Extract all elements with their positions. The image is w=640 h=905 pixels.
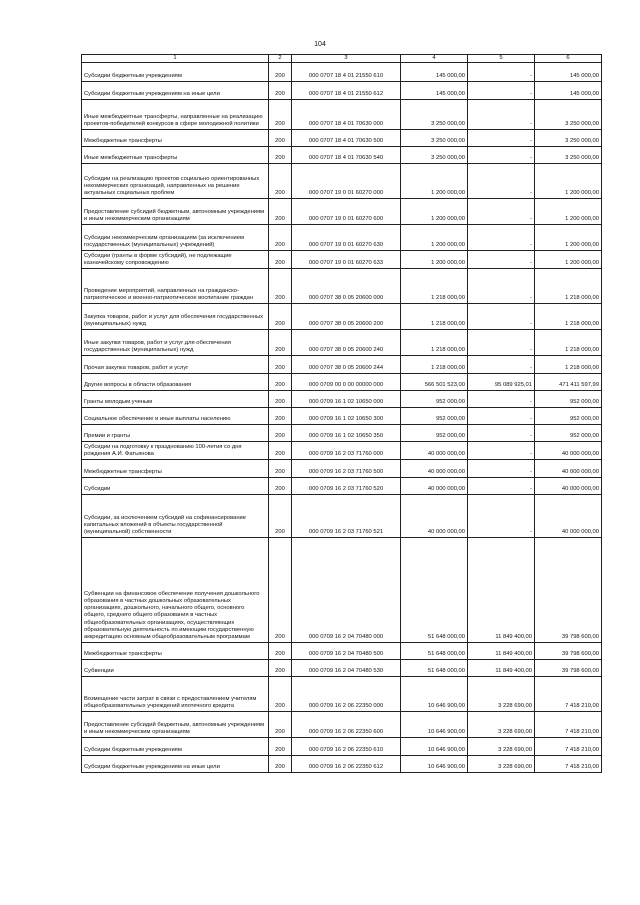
row-approved-amount: 1 218 000,00 — [401, 356, 468, 374]
row-name: Возмещение части затрат в связи с предоставлением учителям общеобразовательных учреждений ипотечного кредита — [82, 677, 269, 712]
row-classification-code: 000 0709 16 2 06 22350 610 — [292, 738, 401, 756]
table-row — [82, 374, 602, 391]
row-code: 200 — [269, 538, 292, 643]
row-remaining-amount: 3 250 000,00 — [535, 100, 602, 130]
row-executed-amount: - — [468, 478, 535, 495]
row-classification-code: 000 0707 18 4 01 21550 610 — [292, 63, 401, 82]
row-code: 200 — [269, 442, 292, 460]
row-remaining-amount: 7 418 210,00 — [535, 712, 602, 738]
row-remaining-amount: 7 418 210,00 — [535, 738, 602, 756]
row-name: Премии и гранты — [82, 425, 269, 442]
row-remaining-amount: 3 250 000,00 — [535, 130, 602, 147]
row-name: Субвенции на финансовое обеспечение получения дошкольного образования в частных дошкольных образовательных организациях, дошкольного, начального общего, основного общего, среднего общего образования в частных общеобразовательных организациях, осуществляющих образовательную деятельность по имеющим государственную аккредитацию основным общеобразовательным программам — [82, 538, 269, 643]
table-row — [82, 756, 602, 773]
row-executed-amount: - — [468, 391, 535, 408]
row-remaining-amount: 1 218 000,00 — [535, 269, 602, 304]
row-code: 200 — [269, 304, 292, 330]
row-approved-amount: 51 648 000,00 — [401, 538, 468, 643]
row-approved-amount: 3 250 000,00 — [401, 100, 468, 130]
row-code: 200 — [269, 643, 292, 660]
row-executed-amount: 11 849 400,00 — [468, 538, 535, 643]
row-code: 200 — [269, 478, 292, 495]
table-row — [82, 199, 602, 225]
row-remaining-amount: 40 000 000,00 — [535, 460, 602, 478]
row-approved-amount: 10 646 900,00 — [401, 738, 468, 756]
row-code: 200 — [269, 356, 292, 374]
table-row — [82, 643, 602, 660]
row-executed-amount: 3 228 690,00 — [468, 677, 535, 712]
row-approved-amount: 1 200 000,00 — [401, 251, 468, 269]
row-name: Гранты молодым ученым — [82, 391, 269, 408]
row-classification-code: 000 0709 16 2 03 71760 520 — [292, 478, 401, 495]
row-executed-amount: 3 228 690,00 — [468, 738, 535, 756]
row-approved-amount: 40 000 000,00 — [401, 495, 468, 538]
row-executed-amount: - — [468, 63, 535, 82]
row-code: 200 — [269, 408, 292, 425]
row-executed-amount: - — [468, 269, 535, 304]
row-classification-code: 000 0707 19 0 01 60270 000 — [292, 164, 401, 199]
row-executed-amount: - — [468, 442, 535, 460]
row-name: Предоставление субсидий бюджетным, автономным учреждениям и иным некоммерческим организациям — [82, 199, 269, 225]
row-classification-code: 000 0707 19 0 01 60270 600 — [292, 199, 401, 225]
table-row — [82, 408, 602, 425]
column-header: 5 — [468, 55, 535, 63]
row-classification-code: 000 0707 38 0 05 20600 000 — [292, 269, 401, 304]
row-approved-amount: 40 000 000,00 — [401, 460, 468, 478]
table-row — [82, 495, 602, 538]
row-classification-code: 000 0709 00 0 00 00000 000 — [292, 374, 401, 391]
page-number: 104 — [314, 41, 326, 48]
table-row — [82, 130, 602, 147]
row-executed-amount: - — [468, 251, 535, 269]
row-code: 200 — [269, 82, 292, 100]
row-code: 200 — [269, 251, 292, 269]
row-approved-amount: 10 646 900,00 — [401, 712, 468, 738]
row-approved-amount: 952 000,00 — [401, 425, 468, 442]
row-name: Субвенции — [82, 660, 269, 677]
row-name: Субсидии бюджетным учреждениям на иные цели — [82, 756, 269, 773]
row-classification-code: 000 0709 16 2 06 22350 000 — [292, 677, 401, 712]
row-name: Межбюджетные трансферты — [82, 130, 269, 147]
row-remaining-amount: 39 798 600,00 — [535, 643, 602, 660]
row-code: 200 — [269, 199, 292, 225]
row-classification-code: 000 0707 18 4 01 70630 540 — [292, 147, 401, 164]
row-classification-code: 000 0709 16 2 06 22350 612 — [292, 756, 401, 773]
table-header-row — [82, 55, 602, 63]
row-remaining-amount: 145 000,00 — [535, 82, 602, 100]
row-code: 200 — [269, 391, 292, 408]
row-remaining-amount: 1 218 000,00 — [535, 304, 602, 330]
row-name: Субсидии на подготовку к празднованию 100-летия со дня рождения А.И. Фатьянова — [82, 442, 269, 460]
row-classification-code: 000 0707 38 0 05 20600 240 — [292, 330, 401, 356]
table-row — [82, 330, 602, 356]
row-remaining-amount: 3 250 000,00 — [535, 147, 602, 164]
row-approved-amount: 566 501 523,00 — [401, 374, 468, 391]
row-name: Субсидии бюджетным учреждениям — [82, 738, 269, 756]
row-executed-amount: - — [468, 356, 535, 374]
table-row — [82, 712, 602, 738]
row-approved-amount: 1 200 000,00 — [401, 199, 468, 225]
row-classification-code: 000 0709 16 1 02 10650 000 — [292, 391, 401, 408]
row-code: 200 — [269, 225, 292, 251]
row-executed-amount: 11 849 400,00 — [468, 643, 535, 660]
row-code: 200 — [269, 330, 292, 356]
row-name: Иные закупки товаров, работ и услуг для обеспечения государственных (муниципальных) нужд — [82, 330, 269, 356]
row-code: 200 — [269, 677, 292, 712]
row-code: 200 — [269, 756, 292, 773]
table-row — [82, 677, 602, 712]
row-executed-amount: - — [468, 330, 535, 356]
row-remaining-amount: 7 418 210,00 — [535, 677, 602, 712]
table-row — [82, 164, 602, 199]
row-name: Межбюджетные трансферты — [82, 643, 269, 660]
row-executed-amount: - — [468, 304, 535, 330]
row-classification-code: 000 0709 16 2 04 70480 000 — [292, 538, 401, 643]
row-name: Межбюджетные трансферты — [82, 460, 269, 478]
row-remaining-amount: 145 000,00 — [535, 63, 602, 82]
row-approved-amount: 10 646 900,00 — [401, 677, 468, 712]
row-classification-code: 000 0709 16 1 02 10650 300 — [292, 408, 401, 425]
table-row — [82, 425, 602, 442]
row-approved-amount: 10 646 900,00 — [401, 756, 468, 773]
row-name: Субсидии (гранты в форме субсидий), не подлежащие казначейскому сопровождению — [82, 251, 269, 269]
table-row — [82, 304, 602, 330]
row-code: 200 — [269, 425, 292, 442]
column-header: 2 — [269, 55, 292, 63]
row-executed-amount: 95 089 925,01 — [468, 374, 535, 391]
row-executed-amount: - — [468, 199, 535, 225]
table-row — [82, 538, 602, 643]
row-remaining-amount: 1 200 000,00 — [535, 199, 602, 225]
row-code: 200 — [269, 660, 292, 677]
row-executed-amount: 3 228 690,00 — [468, 712, 535, 738]
table-row — [82, 100, 602, 130]
row-name: Прочая закупка товаров, работ и услуг — [82, 356, 269, 374]
row-classification-code: 000 0709 16 2 06 22350 600 — [292, 712, 401, 738]
row-executed-amount: 3 228 690,00 — [468, 756, 535, 773]
row-approved-amount: 952 000,00 — [401, 408, 468, 425]
row-remaining-amount: 952 000,00 — [535, 425, 602, 442]
row-code: 200 — [269, 147, 292, 164]
row-executed-amount: - — [468, 425, 535, 442]
row-name: Социальное обеспечение и иные выплаты населению — [82, 408, 269, 425]
table-row — [82, 225, 602, 251]
row-code: 200 — [269, 495, 292, 538]
row-remaining-amount: 952 000,00 — [535, 408, 602, 425]
row-code: 200 — [269, 712, 292, 738]
table-row — [82, 460, 602, 478]
row-classification-code: 000 0707 38 0 05 20600 200 — [292, 304, 401, 330]
row-classification-code: 000 0709 16 2 03 71760 521 — [292, 495, 401, 538]
row-classification-code: 000 0709 16 1 02 10650 350 — [292, 425, 401, 442]
row-approved-amount: 3 250 000,00 — [401, 130, 468, 147]
row-remaining-amount: 1 218 000,00 — [535, 356, 602, 374]
table-row — [82, 63, 602, 82]
table-row — [82, 660, 602, 677]
row-name: Иные межбюджетные трансферты, направленные на реализацию проектов-победителей конкурсов в сфере молодежной политики — [82, 100, 269, 130]
row-approved-amount: 1 200 000,00 — [401, 164, 468, 199]
row-remaining-amount: 40 000 000,00 — [535, 478, 602, 495]
row-code: 200 — [269, 130, 292, 147]
table-row — [82, 356, 602, 374]
row-approved-amount: 51 648 000,00 — [401, 643, 468, 660]
row-executed-amount: - — [468, 225, 535, 251]
row-name: Субсидии, за исключением субсидий на софинансирование капитальных вложений в объекты государственной (муниципальной) собственности — [82, 495, 269, 538]
table-row — [82, 147, 602, 164]
row-remaining-amount: 1 200 000,00 — [535, 251, 602, 269]
table-row — [82, 738, 602, 756]
row-classification-code: 000 0709 16 2 04 70480 530 — [292, 660, 401, 677]
row-executed-amount: - — [468, 495, 535, 538]
budget-table — [81, 54, 602, 773]
row-remaining-amount: 952 000,00 — [535, 391, 602, 408]
row-approved-amount: 40 000 000,00 — [401, 478, 468, 495]
row-approved-amount: 1 218 000,00 — [401, 269, 468, 304]
row-classification-code: 000 0707 19 0 01 60270 633 — [292, 251, 401, 269]
row-executed-amount: 11 849 400,00 — [468, 660, 535, 677]
column-header: 6 — [535, 55, 602, 63]
row-name: Субсидии — [82, 478, 269, 495]
row-remaining-amount: 471 411 597,99 — [535, 374, 602, 391]
row-name: Предоставление субсидий бюджетным, автономным учреждениям и иным некоммерческим организациям — [82, 712, 269, 738]
table-row — [82, 391, 602, 408]
row-approved-amount: 1 218 000,00 — [401, 304, 468, 330]
row-executed-amount: - — [468, 130, 535, 147]
row-remaining-amount: 1 200 000,00 — [535, 164, 602, 199]
row-classification-code: 000 0707 18 4 01 21550 612 — [292, 82, 401, 100]
column-header: 3 — [292, 55, 401, 63]
row-code: 200 — [269, 269, 292, 304]
row-classification-code: 000 0707 18 4 01 70630 500 — [292, 130, 401, 147]
table-row — [82, 269, 602, 304]
row-classification-code: 000 0707 19 0 01 60270 630 — [292, 225, 401, 251]
table-row — [82, 251, 602, 269]
row-remaining-amount: 39 798 600,00 — [535, 660, 602, 677]
row-approved-amount: 3 250 000,00 — [401, 147, 468, 164]
row-classification-code: 000 0709 16 2 04 70480 500 — [292, 643, 401, 660]
row-executed-amount: - — [468, 147, 535, 164]
row-executed-amount: - — [468, 82, 535, 100]
row-code: 200 — [269, 460, 292, 478]
row-name: Проведение мероприятий, направленных на гражданско-патриотическое и военно-патриотическое воспитание граждан — [82, 269, 269, 304]
row-executed-amount: - — [468, 408, 535, 425]
row-executed-amount: - — [468, 100, 535, 130]
row-name: Субсидии некоммерческим организациям (за исключением государственных (муниципальных) учреждений) — [82, 225, 269, 251]
row-remaining-amount: 1 200 000,00 — [535, 225, 602, 251]
column-header: 1 — [82, 55, 269, 63]
table-body — [82, 63, 602, 773]
row-remaining-amount: 39 798 600,00 — [535, 538, 602, 643]
table-row — [82, 478, 602, 495]
row-executed-amount: - — [468, 164, 535, 199]
row-code: 200 — [269, 738, 292, 756]
column-header: 4 — [401, 55, 468, 63]
row-name: Субсидии на реализацию проектов социально ориентированных некоммерческих организаций, направленных на решение актуальных социальных проблем — [82, 164, 269, 199]
row-code: 200 — [269, 100, 292, 130]
row-approved-amount: 51 648 000,00 — [401, 660, 468, 677]
row-code: 200 — [269, 374, 292, 391]
row-approved-amount: 145 000,00 — [401, 82, 468, 100]
row-code: 200 — [269, 63, 292, 82]
row-classification-code: 000 0709 16 2 03 71760 500 — [292, 460, 401, 478]
row-classification-code: 000 0709 16 2 03 71760 000 — [292, 442, 401, 460]
row-code: 200 — [269, 164, 292, 199]
row-name: Субсидии бюджетным учреждениям — [82, 63, 269, 82]
row-approved-amount: 40 000 000,00 — [401, 442, 468, 460]
row-name: Закупка товаров, работ и услуг для обеспечения государственных (муниципальных) нужд — [82, 304, 269, 330]
table-row — [82, 442, 602, 460]
row-classification-code: 000 0707 18 4 01 70630 000 — [292, 100, 401, 130]
row-approved-amount: 1 200 000,00 — [401, 225, 468, 251]
row-executed-amount: - — [468, 460, 535, 478]
table-row — [82, 82, 602, 100]
row-remaining-amount: 40 000 000,00 — [535, 442, 602, 460]
row-name: Субсидии бюджетным учреждениям на иные цели — [82, 82, 269, 100]
row-name: Иные межбюджетные трансферты — [82, 147, 269, 164]
row-name: Другие вопросы в области образования — [82, 374, 269, 391]
row-remaining-amount: 1 218 000,00 — [535, 330, 602, 356]
row-approved-amount: 145 000,00 — [401, 63, 468, 82]
row-remaining-amount: 7 418 210,00 — [535, 756, 602, 773]
row-approved-amount: 1 218 000,00 — [401, 330, 468, 356]
row-classification-code: 000 0707 38 0 05 20600 244 — [292, 356, 401, 374]
row-remaining-amount: 40 000 000,00 — [535, 495, 602, 538]
row-approved-amount: 952 000,00 — [401, 391, 468, 408]
